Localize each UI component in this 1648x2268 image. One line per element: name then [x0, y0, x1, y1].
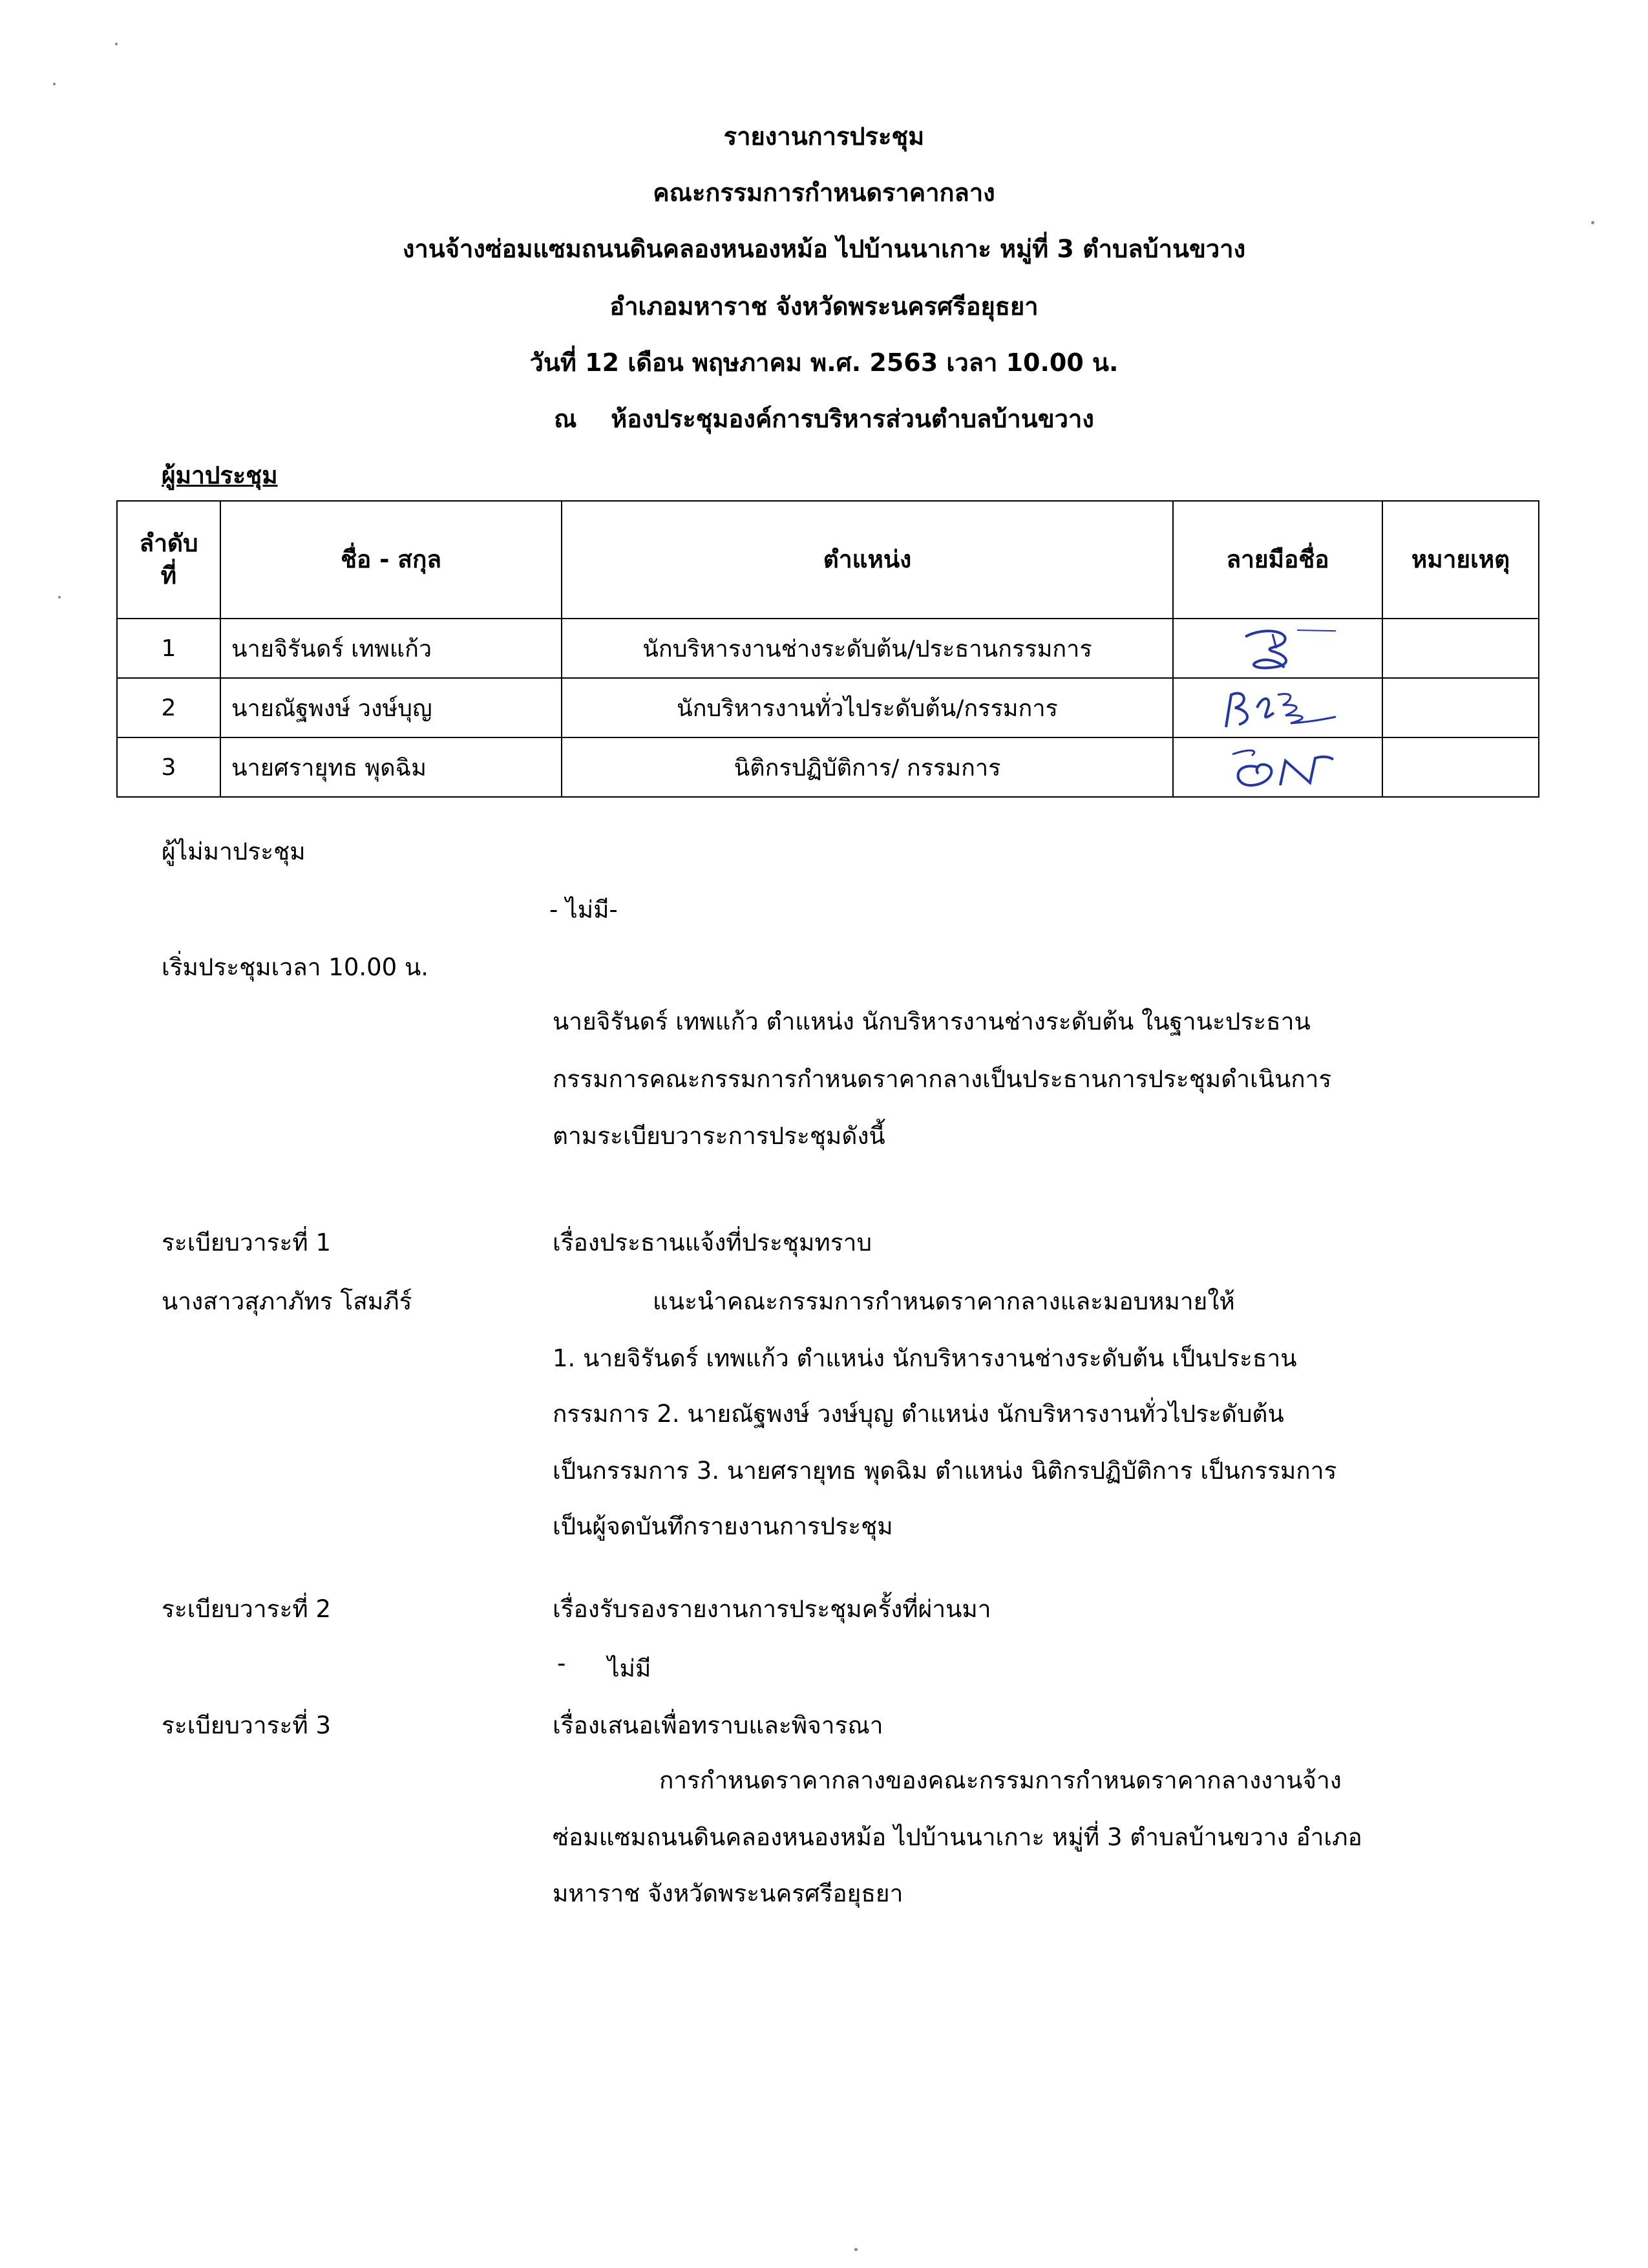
row-position: นักบริหารงานทั่วไประดับต้น/กรรมการ: [562, 678, 1173, 737]
agenda-3-title: เรื่องเสนอเพื่อทราบและพิจารณา: [553, 1712, 883, 1739]
agenda-1-line: กรรมการ 2. นายณัฐพงษ์ วงษ์บุญ ตำแหน่ง นักบริหารงานทั่วไประดับต้น: [553, 1400, 1284, 1428]
row-remark: [1382, 619, 1539, 678]
agenda-1-title: เรื่องประธานแจ้งที่ประชุมทราบ: [553, 1229, 872, 1256]
agenda-1-speaker: นางสาวสุภาภัทร โสมภีร์: [162, 1288, 412, 1315]
table-row: [117, 737, 1539, 797]
table-header-row: [117, 501, 1539, 619]
col-remark: หมายเหตุ: [1382, 501, 1539, 619]
agenda-3-label: ระเบียบวาระที่ 3: [162, 1712, 332, 1739]
report-title: รายงานการประชุม: [723, 122, 925, 151]
attendees-heading: ผู้มาประชุม: [162, 461, 278, 489]
start-paragraph-line: ตามระเบียบวาระการประชุมดังนี้: [553, 1122, 885, 1150]
row-name: นายณัฐพงษ์ วงษ์บุญ: [220, 678, 562, 737]
table-row: [117, 678, 1539, 737]
row-remark: [1382, 678, 1539, 737]
signature-3-icon: [1213, 741, 1342, 793]
signature-1-icon: [1220, 622, 1336, 674]
venue-name: ห้องประชุมองค์การบริหารส่วนตำบลบ้านขวาง: [611, 405, 1094, 433]
agenda-2-value: ไม่มี: [607, 1655, 651, 1682]
meeting-date: วันที่ 12 เดือน พฤษภาคม พ.ศ. 2563 เวลา 10.00 น.: [529, 348, 1119, 377]
signature-2-icon: [1207, 682, 1349, 734]
col-signature: ลายมือชื่อ: [1173, 501, 1382, 619]
agenda-3-line: มหาราช จังหวัดพระนครศรีอยุธยา: [553, 1880, 903, 1907]
scan-speck: [58, 596, 61, 599]
agenda-3-line: ซ่อมแซมถนนดินคลองหนองหม้อ ไปบ้านนาเกาะ หมู่ที่ 3 ตำบลบ้านขวาง อำเภอ: [553, 1823, 1362, 1851]
row-signature: [1173, 619, 1382, 678]
row-name: นายจิรันดร์ เทพแก้ว: [220, 619, 562, 678]
committee-title: คณะกรรมการกำหนดราคากลาง: [653, 178, 995, 207]
agenda-3-line: การกำหนดราคากลางของคณะกรรมการกำหนดราคากลางงานจ้าง: [659, 1766, 1342, 1794]
scan-speck: [53, 83, 56, 85]
col-name: ชื่อ - สกุล: [220, 501, 562, 619]
agenda-1-line: เป็นกรรมการ 3. นายศรายุทธ พุดฉิม ตำแหน่ง นิติกรปฏิบัติการ เป็นกรรมการ: [553, 1457, 1337, 1485]
col-position: ตำแหน่ง: [562, 501, 1173, 619]
row-signature: [1173, 678, 1382, 737]
col-no: ลำดับ ที่: [117, 501, 220, 619]
agenda-1-line: เป็นผู้จดบันทึกรายงานการประชุม: [553, 1512, 893, 1540]
absent-heading: ผู้ไม่มาประชุม: [162, 838, 306, 865]
row-no: 3: [117, 737, 220, 797]
scan-speck: [854, 2248, 858, 2251]
scan-speck: [1591, 221, 1594, 224]
venue-prefix: ณ: [554, 405, 577, 433]
row-position: นักบริหารงานช่างระดับต้น/ประธานกรรมการ: [562, 619, 1173, 678]
row-remark: [1382, 737, 1539, 797]
agenda-1-line: แนะนำคณะกรรมการกำหนดราคากลางและมอบหมายให้: [653, 1288, 1235, 1315]
start-time-label: เริ่มประชุมเวลา 10.00 น.: [162, 953, 429, 981]
project-title: งานจ้างซ่อมแซมถนนดินคลองหนองหม้อ ไปบ้านนาเกาะ หมู่ที่ 3 ตำบลบ้านขวาง: [402, 235, 1246, 263]
row-no: 1: [117, 619, 220, 678]
row-position: นิติกรปฏิบัติการ/ กรรมการ: [562, 737, 1173, 797]
meeting-venue: [0, 399, 1648, 438]
attendees-table: [116, 500, 1539, 798]
start-paragraph-line: นายจิรันดร์ เทพแก้ว ตำแหน่ง นักบริหารงานช่างระดับต้น ในฐานะประธาน: [553, 1008, 1311, 1035]
agenda-2-label: ระเบียบวาระที่ 2: [162, 1595, 332, 1623]
scan-speck: [115, 43, 118, 45]
agenda-1-line: 1. นายจิรันดร์ เทพแก้ว ตำแหน่ง นักบริหารงานช่างระดับต้น เป็นประธาน: [553, 1344, 1297, 1372]
agenda-1-label: ระเบียบวาระที่ 1: [162, 1229, 332, 1256]
table-row: [117, 619, 1539, 678]
row-no: 2: [117, 678, 220, 737]
district-title: อำเภอมหาราช จังหวัดพระนครศรีอยุธยา: [609, 292, 1039, 321]
row-name: นายศรายุทธ พุดฉิม: [220, 737, 562, 797]
agenda-2-dash: -: [557, 1649, 566, 1677]
start-paragraph-line: กรรมการคณะกรรมการกำหนดราคากลางเป็นประธานการประชุมดำเนินการ: [553, 1065, 1332, 1093]
agenda-2-title: เรื่องรับรองรายงานการประชุมครั้งที่ผ่านมา: [553, 1595, 991, 1623]
row-signature: [1173, 737, 1382, 797]
absent-value: - ไม่มี-: [549, 896, 618, 924]
